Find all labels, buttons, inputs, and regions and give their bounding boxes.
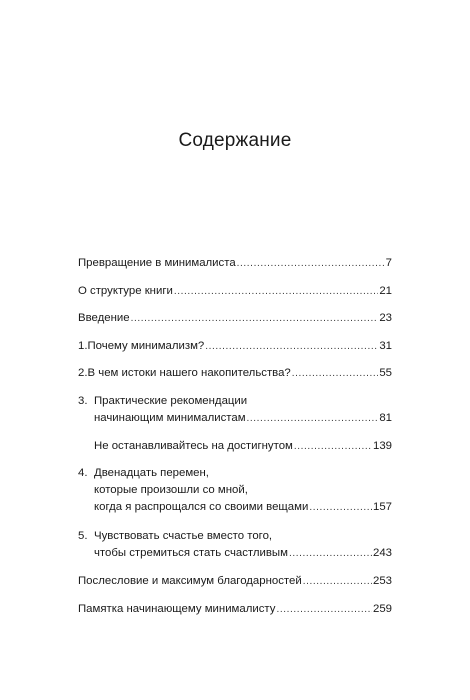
dot-leader bbox=[276, 602, 372, 617]
dot-leader bbox=[247, 411, 379, 426]
toc-entry bbox=[78, 602, 392, 617]
toc-entry-title: О структуре книги bbox=[78, 285, 173, 297]
dot-leader bbox=[294, 439, 372, 454]
toc-entry-number: 1. bbox=[78, 340, 88, 352]
toc-entry-page: 23 bbox=[379, 312, 392, 324]
toc-entry bbox=[78, 284, 392, 299]
toc-entry-page: 55 bbox=[379, 367, 392, 379]
toc-entry-title: Введение bbox=[78, 312, 130, 324]
dot-leader bbox=[303, 574, 372, 589]
toc-entry bbox=[78, 256, 392, 271]
toc-entry-title: чтобы стремиться стать счастливым bbox=[94, 547, 288, 559]
toc-entry-title: Не останавливайтесь на достигнутом bbox=[94, 440, 293, 452]
dot-leader bbox=[174, 284, 378, 299]
toc-entry bbox=[78, 366, 392, 381]
dot-leader bbox=[237, 256, 385, 271]
page-title: Содержание bbox=[178, 130, 292, 151]
toc-entry-number: 2. bbox=[78, 367, 88, 379]
toc-entry-title: которые произошли со мной, bbox=[94, 484, 248, 496]
toc-entry bbox=[78, 466, 392, 515]
toc-entry-title: В чем истоки нашего накопительства? bbox=[87, 367, 291, 379]
toc-entry-page: 253 bbox=[372, 575, 392, 587]
dot-leader bbox=[289, 546, 372, 561]
toc-entry-page: 21 bbox=[379, 285, 392, 297]
toc-entry-page: 7 bbox=[385, 257, 392, 269]
toc-entry-number: 5. bbox=[78, 530, 88, 542]
toc-entry-page: 157 bbox=[372, 501, 392, 513]
toc-entry-title: Почему минимализм? bbox=[87, 340, 205, 352]
toc-entry-page: 31 bbox=[379, 340, 392, 352]
dot-leader bbox=[292, 366, 379, 381]
dot-leader bbox=[131, 311, 379, 326]
toc-entry-page: 139 bbox=[372, 440, 392, 452]
toc-entry-title: начинающим минималистам bbox=[94, 412, 246, 424]
toc-entry-title: Послесловие и максимум благодарностей bbox=[78, 575, 302, 587]
toc-entry-page: 243 bbox=[372, 547, 392, 559]
toc-entry-number: 4. bbox=[78, 467, 88, 479]
toc-entry-title: Превращение в минималиста bbox=[78, 257, 236, 269]
toc-entry bbox=[78, 339, 392, 354]
toc-entry-title: Памятка начинающему минималисту bbox=[78, 603, 276, 615]
toc-entry-title: Практические рекомендации bbox=[94, 395, 248, 407]
toc-entry bbox=[78, 529, 392, 561]
dot-leader bbox=[309, 500, 372, 515]
toc-entry bbox=[78, 311, 392, 326]
toc-entry-page: 81 bbox=[379, 412, 392, 424]
toc-entry bbox=[78, 394, 392, 426]
dot-leader bbox=[205, 339, 378, 354]
toc-entry bbox=[78, 439, 392, 454]
toc-entry-title: Двенадцать перемен, bbox=[94, 467, 209, 479]
toc-entry-title: Чувствовать счастье вместо того, bbox=[94, 530, 273, 542]
toc-entry bbox=[78, 574, 392, 589]
toc-entry-page: 259 bbox=[372, 603, 392, 615]
toc-entry-number: 3. bbox=[78, 395, 88, 407]
toc-entry-title: когда я распрощался со своими вещами bbox=[94, 501, 309, 513]
